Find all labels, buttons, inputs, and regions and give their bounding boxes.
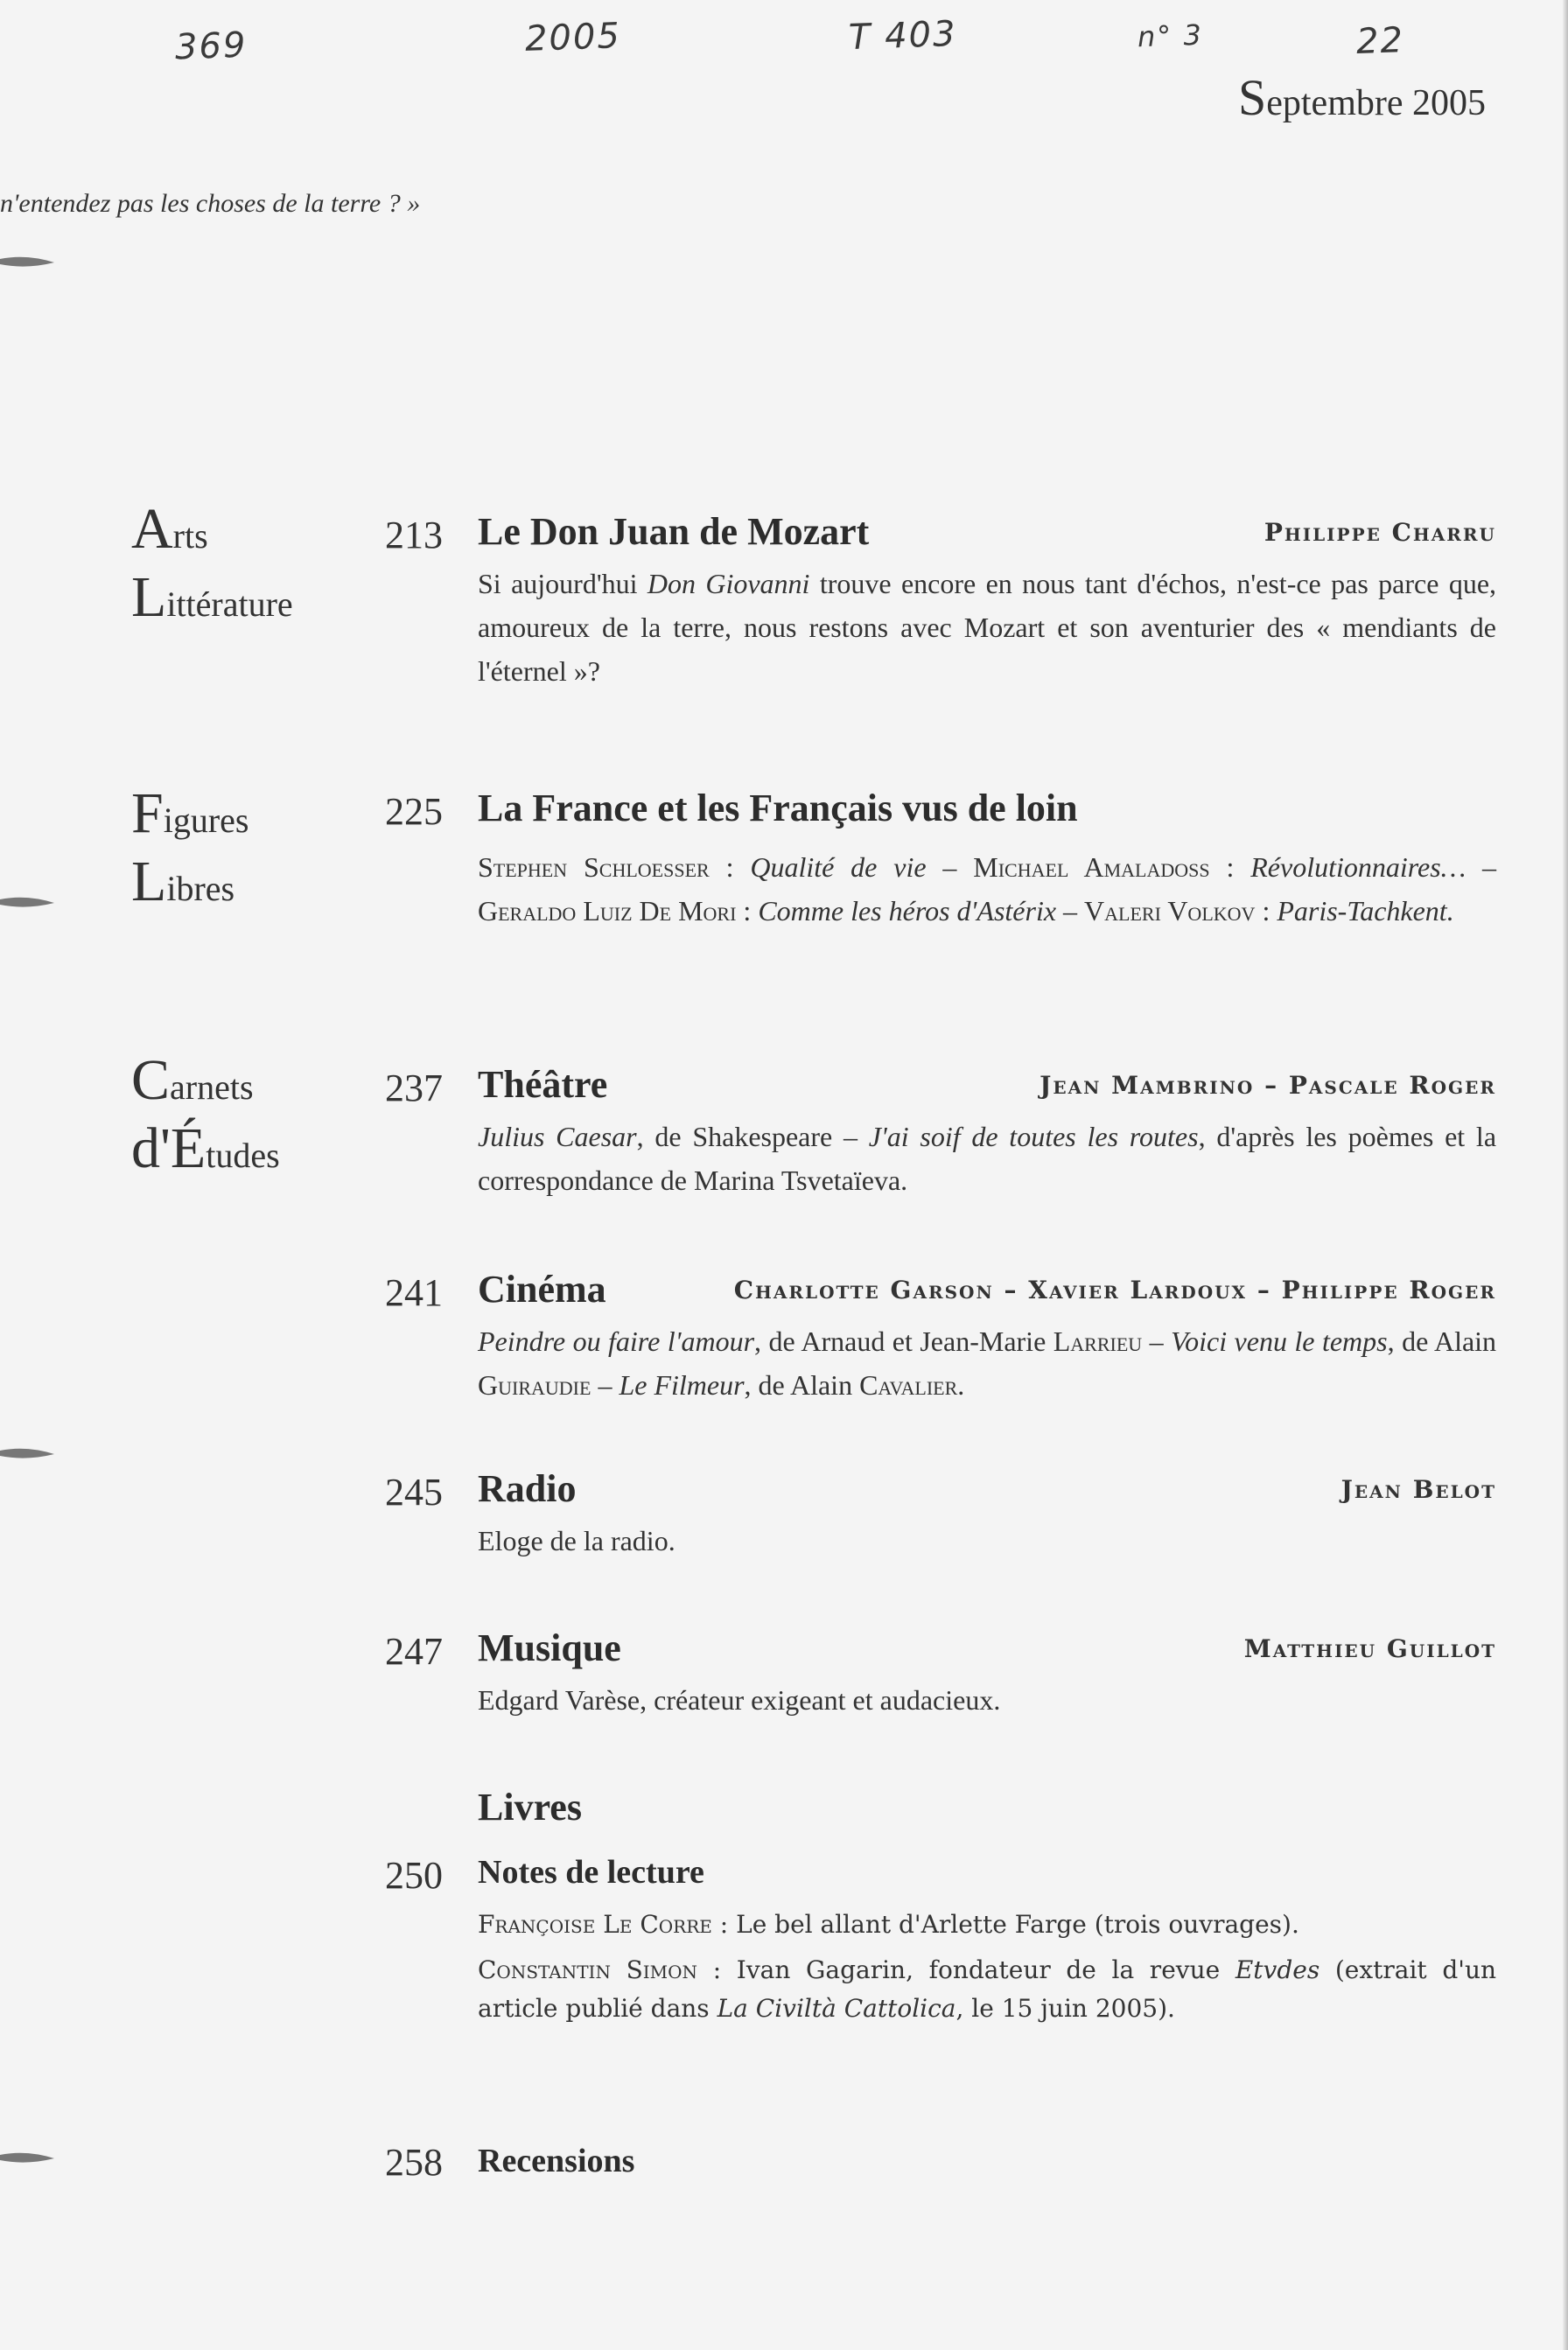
page-number: 247 [385,1630,443,1673]
binding-hole [0,892,61,912]
entry-author: Charlotte Garson – Xavier Lardoux – Philippe Roger [733,1276,1496,1304]
entry-author: Jean Belot [1340,1475,1496,1504]
entry-title[interactable]: Radio [478,1467,577,1510]
handwritten-note: T 403 [848,13,958,59]
binding-hole [0,1444,61,1463]
handwritten-note: 369 [174,24,248,68]
page-number: 225 [385,790,443,833]
entry-description: Julius Caesar, de Shakespeare – J'ai soif de toutes les routes, d'après les poèmes et la correspondance de Marina Tsvetaïeva. [478,1121,1497,1196]
entry-description: Peindre ou faire l'amour, de Arnaud et Jean-Marie Larrieu – Voici venu le temps, de Alain Guiraudie – Le Filmeur, de Alain Cavalier. [478,1325,1497,1401]
entry-title[interactable]: Théâtre [478,1063,608,1106]
binding-hole [0,2148,61,2167]
entry-title[interactable]: Recensions [478,2143,635,2179]
entry-description: Françoise Le Corre : Le bel allant d'Arlette Farge (trois ouvrages). Constantin Simon : Ivan Gagarin, fondateur de la revue Etvdes (extrait d'un article publié dans La Civiltà Cattolica, le 15 juin 2005). [478,1910,1497,2023]
entry-description: Si aujourd'hui Don Giovanni trouve encore en nous tant d'échos, n'est-ce pas parce que, amoureux de la terre, nous restons avec Mozart et son aventurier des « mendiants de l'éternel »? [478,568,1497,687]
handwritten-note: n° 3 [1137,17,1204,54]
section-heading: Livres [478,1786,582,1829]
page-number: 250 [385,1854,443,1897]
page-number: 258 [385,2141,443,2184]
handwritten-note: 22 [1355,20,1405,62]
entry-description: Edgard Varèse, créateur exigeant et audacieux. [478,1684,1001,1716]
entry-title[interactable]: Le Don Juan de Mozart [478,510,870,553]
binding-hole [0,252,61,271]
section-label-arts-litterature: Arts Littérature [131,497,293,629]
section-label-carnets-etudes: Carnets d'Études [131,1048,280,1180]
page-number: 237 [385,1067,443,1109]
entry-title[interactable]: Cinéma [478,1268,606,1311]
page-number: 241 [385,1271,443,1314]
entry-title[interactable]: La France et les Français vus de loin [478,787,1078,829]
entry-author: Jean Mambrino – Pascale Roger [1040,1071,1496,1100]
quote-fragment: n'entendez pas les choses de la terre ? » [0,189,421,218]
issue-date: Septembre 2005 [1237,69,1486,126]
entry-title[interactable]: Notes de lecture [478,1854,704,1891]
entry-author: Philippe Charru [1264,518,1496,547]
entry-author: Matthieu Guillot [1243,1634,1496,1663]
page-number: 245 [385,1471,443,1514]
entry-description: Stephen Schloesser : Qualité de vie – Michael Amaladoss : Révolutionnaires… – Geraldo Luiz De Mori : Comme les héros d'Astérix – Valeri Volkov : Paris-Tachkent. [478,851,1497,927]
page-number: 213 [385,514,443,556]
section-label-figures-libres: Figures Libres [131,781,249,913]
entry-title[interactable]: Musique [478,1626,621,1669]
handwritten-note: 2005 [524,16,622,59]
page-edge [1563,0,1568,2350]
entry-description: Eloge de la radio. [478,1525,676,1556]
